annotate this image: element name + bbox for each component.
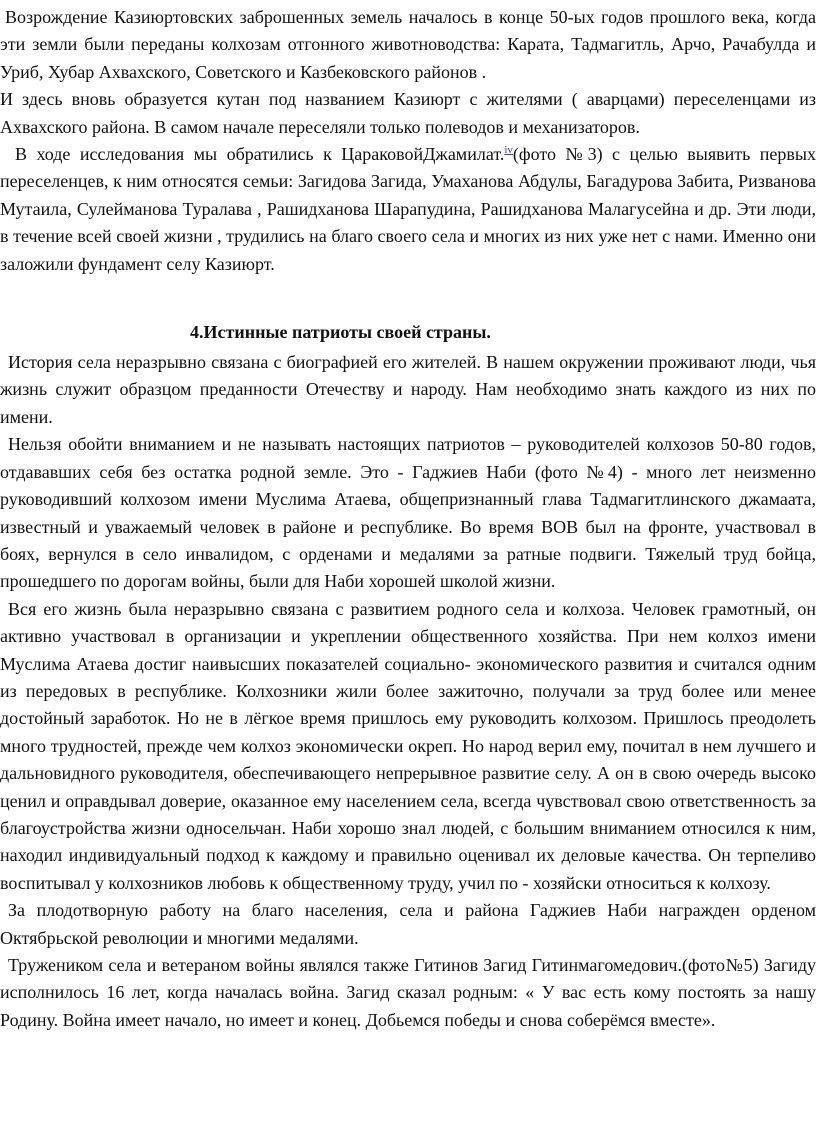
- paragraph-6: Вся его жизнь была неразрывно связана с развитием родного села и колхоза. Человек грамотный, он активно участвовал в организации и укреплении общественного хозяйства. При нем колхоз имени Муслима Атаева достиг наивысших показателей социально- экономического развития и считался одним из передовых в республике. Колхозники жили более зажиточно, получали за труд более или менее достойный заработок. Но не в лёгкое время пришлось ему руководить колхозом. Пришлось преодолеть много трудностей, прежде чем колхоз экономически окреп. Но народ верил ему, почитал в нем лучшего и дальновидного руководителя, обеспечивающего непрерывное развитие селу. А он в свою очередь высоко ценил и оправдывал доверие, оказанное ему населением села, всегда чувствовал свою ответственность за благоустройства жизни односельчан. Наби хорошо знал людей, с большим вниманием относился к ним, находил индивидуальный подход к каждому и правильно оценивал их деловые качества. Он терпеливо воспитывал у колхозников любовь к общественному труду, учил по - хозяйски относиться к колхозу.: [0, 598, 816, 893]
- paragraph-5: Нельзя обойти вниманием и не называть настоящих патриотов – руководителей колхозов 50-80 годов, отдававших себя без остатка родной земле. Это - Гаджиев Наби (фото №4) - много лет неизменно руководивший колхозом имени Муслима Атаева, общепризнанный глава Тадмагитлинского джамаата, известный и уважаемый человек в районе и республике. Во время ВОВ был на фронте, участвовал в боях, вернулся в село инвалидом, с орденами и медалями за ратные подвиги. Тяжелый труд бойца, прошедшего по дорогам войны, были для Наби хорошей школой жизни.: [0, 434, 816, 592]
- spacer: [0, 278, 816, 319]
- paragraph-7: За плодотворную работу на благо населения, села и района Гаджиев Наби награжден орденом Октябрьской революции и многими медалями.: [0, 900, 816, 948]
- paragraph-1: Возрождение Казиюртовских заброшенных земель началось в конце 50-ых годов прошлого века, когда эти земли были переданы колхозам отгонного животноводства: Карата, Тадмагитль, Арчо, Рачабулда и Уриб, Хубар Ахвахского, Советского и Казбековского районов .: [0, 7, 816, 82]
- footnote-link[interactable]: iv: [504, 144, 513, 157]
- paragraph-3-text: В ходе исследования мы обратились к ЦараковойДжамилат.: [15, 144, 505, 165]
- paragraph-2: И здесь вновь образуется кутан под названием Казиюрт с жителями ( аварцами) переселенцами из Ахвахского района. В самом начале переселяли только полеводов и механизаторов.: [0, 89, 816, 137]
- paragraph-3-text-cont: (фото №3) с целью выявить первых переселенцев, к ним относятся семьи: Загидова Загида, Умаханова Абдулы, Багадурова Забита, Ризванова Мутаила, Сулейманова Туралава , Рашидханова Шарапудина, Рашидханова Малагусейна и др. Эти люди, в течение всей своей жизни , трудились на благо своего села и многих из них уже нет с нами. Именно они заложили фундамент селу Казиюрт.: [0, 144, 816, 274]
- paragraph-3: [0, 141, 816, 278]
- paragraph-4: История села неразрывно связана с биографией его жителей. В нашем окружении проживают люди, чья жизнь служит образцом преданности Отечеству и народу. Нам необходимо знать каждого из них по имени.: [0, 352, 816, 427]
- section-heading: 4.Истинные патриоты своей страны.: [190, 322, 491, 343]
- paragraph-8: Тружеником села и ветераном войны являлся также Гитинов Загид Гитинмагомедович.(фото№5) Загиду исполнилось 16 лет, когда началась война. Загид сказал родным: « У вас есть кому постоять за нашу Родину. Война имеет начало, но имеет и конец. Добьемся победы и снова соберёмся вместе».: [0, 955, 816, 1030]
